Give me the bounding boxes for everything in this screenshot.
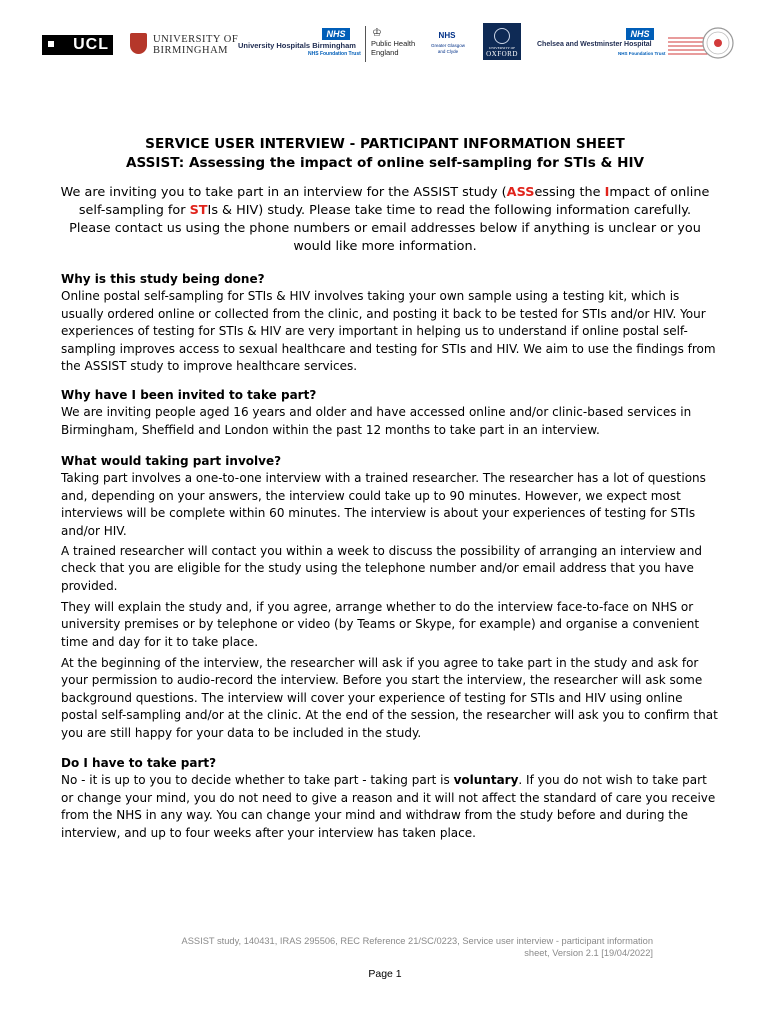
birmingham-line2: BIRMINGHAM bbox=[153, 45, 229, 56]
birmingham-logo bbox=[153, 34, 238, 56]
page-number: Page 1 bbox=[368, 968, 402, 980]
cw-trust: NHS Foundation Trust bbox=[618, 51, 666, 56]
section-text: A trained researcher will contact you within a week to discuss the possibility of arranging an interview and check that you are eligible for the study using the telephone number and/or email address that you have provided. bbox=[61, 544, 702, 593]
intro-text-4: Is & HIV) study. Please take time to read the following information carefully. Please contact us using the phone numbers or email addresses below if anything is unclear or you would like more information. bbox=[69, 203, 701, 254]
section-heading: What would taking part involve? bbox=[61, 454, 282, 468]
intro-text-1: We are inviting you to take part in an interview for the ASSIST study ( bbox=[60, 185, 507, 200]
birmingham-line1: UNIVERSITY OF bbox=[153, 34, 239, 45]
intro-text-3: mpact of online self-sampling for bbox=[78, 185, 710, 218]
section-heading: Do I have to take part? bbox=[61, 756, 217, 770]
intro-highlight-ass: ASS bbox=[506, 185, 535, 200]
section-text: We are inviting people aged 16 years and older and have accessed online and/or clinic-based services in Birmingham, Sheffield and London within the past 12 months to take part in an interview. bbox=[61, 405, 692, 437]
page-subtitle: ASSIST: Assessing the impact of online self-sampling for STIs & HIV bbox=[125, 155, 645, 171]
intro-highlight-i: I bbox=[604, 185, 610, 200]
section-involve-p4 bbox=[61, 655, 721, 742]
have-text-pre: No - it is up to you to decide whether to take part - taking part is bbox=[61, 773, 454, 788]
have-text-bold: voluntary bbox=[453, 773, 519, 788]
footer-line2: sheet, Version 2.1 [19/04/2022] bbox=[524, 947, 653, 958]
section-text: At the beginning of the interview, the researcher will ask if you agree to take part in the study and ask for your permission to audio-record the interview. Before you start the interview, the researcher will ask some background questions. The interview will cover your experience of testing for STIs and HIV using online postal self-sampling and/or at the clinic. At the end of the session, the researcher will ask you to confirm that you are still happy for your data to be included in the study. bbox=[61, 656, 718, 740]
phe-logo bbox=[371, 39, 415, 57]
section-text bbox=[61, 772, 721, 842]
section-heading: Why is this study being done? bbox=[61, 272, 265, 286]
section-text: Online postal self-sampling for STIs & HIV involves taking your own sample using a testing kit, which is usually ordered online or collected from the clinic, and posting it back to be tested for STIs and/or HIV. Your experiences of testing for STIs & HIV are very important in helping us to understand if online postal self-sampling improves access to sexual healthcare and testing for STIs and HIV. We aim to use the findings from the ASSIST study to improve healthcare services. bbox=[61, 289, 716, 374]
oxford-line2: OXFORD bbox=[486, 50, 518, 58]
uhb-nhs-logo: NHS bbox=[322, 28, 350, 40]
page-title: SERVICE USER INTERVIEW - PARTICIPANT INFORMATION SHEET bbox=[145, 136, 625, 152]
cw-name: Chelsea and Westminster Hospital bbox=[537, 41, 652, 48]
section-text: Taking part involves a one-to-one interview with a trained researcher. The researcher has a lot of questions and, depending on your answers, the interview could take up to 90 minutes. However, we expect most interviews will be complete within 60 minutes. The interview is about your experiences of testing for STIs and/or HIV. bbox=[61, 471, 706, 538]
cw-nhs-logo: NHS bbox=[626, 28, 654, 40]
birmingham-shield-icon bbox=[130, 33, 147, 54]
section-involve bbox=[61, 453, 721, 540]
uhb-name: University Hospitals Birmingham bbox=[238, 41, 356, 50]
ucl-logo-text: UCL bbox=[73, 36, 109, 53]
oxford-crest-icon bbox=[494, 28, 510, 44]
footer-line1: ASSIST study, 140431, IRAS 295506, REC Reference 21/SC/0223, Service user interview - participant information bbox=[181, 936, 653, 946]
phe-divider bbox=[365, 26, 366, 62]
section-involve-p3 bbox=[61, 599, 721, 651]
section-why bbox=[61, 271, 721, 375]
section-invited bbox=[61, 387, 721, 439]
intro-text-2: essing the bbox=[534, 185, 605, 200]
ucl-logo bbox=[42, 35, 113, 55]
footer-reference bbox=[93, 936, 653, 959]
gg-nhs-logo: NHS bbox=[438, 31, 456, 40]
gg-name: Greater Glasgow and Clyde bbox=[430, 43, 465, 54]
section-text: They will explain the study and, if you agree, arrange whether to do the interview face-to-face on NHS or university premises or by telephone or video (by Teams or Skype, for example) and organise a convenient time and day for it to take place. bbox=[61, 600, 700, 649]
crown-crest-icon: ♔ bbox=[372, 27, 382, 39]
intro-highlight-st: ST bbox=[189, 203, 208, 218]
section-involve-p2 bbox=[61, 543, 721, 595]
intro-paragraph bbox=[60, 184, 710, 256]
have-text-post: . If you do not wish to take part or change your mind, you do not need to give a reason and it will not affect the standard of care you receive from the NHS in any way. You can change your mind and withdraw from the study before and during the interview, and up to four weeks after your interview has taken place. bbox=[61, 773, 716, 840]
section-heading: Why have I been invited to take part? bbox=[61, 388, 317, 402]
section-have bbox=[61, 755, 721, 842]
stamp-logo-icon bbox=[666, 26, 736, 62]
phe-line1: Public Health bbox=[371, 39, 416, 48]
phe-line2: England bbox=[371, 48, 399, 57]
oxford-line1: UNIVERSITY OF bbox=[488, 46, 516, 50]
logo-bar bbox=[40, 22, 735, 66]
uhb-trust: NHS Foundation Trust bbox=[308, 51, 361, 57]
oxford-logo bbox=[483, 23, 521, 60]
